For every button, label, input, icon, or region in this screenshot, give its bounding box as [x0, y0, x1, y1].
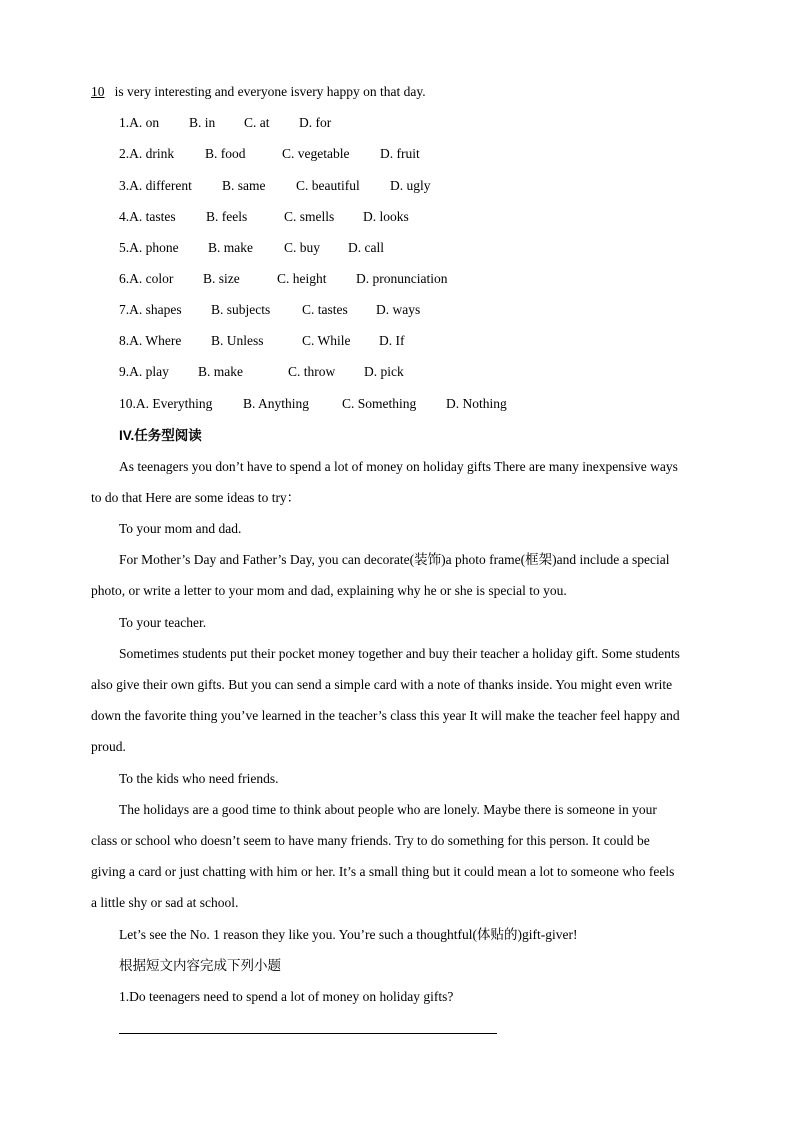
option-10-d: D. Nothing [446, 396, 507, 411]
option-8-c: C. While [302, 333, 351, 348]
intro-text: is very interesting and everyone isvery happy on that day. [114, 84, 426, 99]
passage-line: Let’s see the No. 1 reason they like you. You’re such a thoughtful(体贴的)gift-giver! [119, 927, 578, 942]
cloze-intro-line [91, 84, 426, 100]
option-6-b: B. size [203, 271, 240, 286]
option-8-b: B. Unless [211, 333, 264, 348]
section-heading: IV.任务型阅读 [119, 428, 202, 443]
option-5-a: 5.A. phone [119, 240, 179, 255]
option-10-b: B. Anything [243, 396, 310, 411]
option-2-d: D. fruit [380, 146, 420, 161]
task-instruction: 根据短文内容完成下列小题 [119, 958, 281, 973]
passage-line: down the favorite thing you’ve learned in the teacher’s class this year It will make the teacher feel happy and [91, 708, 680, 723]
option-5-c: C. buy [284, 240, 321, 255]
question-1: 1.Do teenagers need to spend a lot of money on holiday gifts? [119, 989, 454, 1004]
answer-line[interactable] [119, 1033, 497, 1034]
option-5-d: D. call [348, 240, 384, 255]
option-1-b: B. in [189, 115, 216, 130]
option-2-c: C. vegetable [282, 146, 350, 161]
passage-line: also give their own gifts. But you can send a simple card with a note of thanks inside. You might even write [91, 677, 673, 692]
option-7-a: 7.A. shapes [119, 302, 182, 317]
option-2-a: 2.A. drink [119, 146, 175, 161]
passage-line: The holidays are a good time to think about people who are lonely. Maybe there is someone in your [119, 802, 657, 817]
option-6-d: D. pronunciation [356, 271, 448, 286]
subheading-kids: To the kids who need friends. [119, 771, 279, 786]
option-6-a: 6.A. color [119, 271, 174, 286]
option-5-b: B. make [208, 240, 253, 255]
option-10-a: 10.A. Everything [119, 396, 213, 411]
option-8-d: D. If [379, 333, 405, 348]
subheading-teacher: To your teacher. [119, 615, 207, 630]
option-9-a: 9.A. play [119, 364, 169, 379]
passage-line: For Mother’s Day and Father’s Day, you can decorate(装饰)a photo frame(框架)and include a special [119, 552, 670, 567]
passage-line: As teenagers you don’t have to spend a lot of money on holiday gifts There are many inexpensive ways [119, 459, 678, 474]
option-9-c: C. throw [288, 364, 336, 379]
option-4-a: 4.A. tastes [119, 209, 176, 224]
passage-line: to do that Here are some ideas to try： [91, 490, 301, 505]
blank-number: 10 [91, 84, 105, 99]
passage-line: Sometimes students put their pocket money together and buy their teacher a holiday gift. Some students [119, 646, 680, 661]
option-7-c: C. tastes [302, 302, 348, 317]
option-9-d: D. pick [364, 364, 404, 379]
option-1-c: C. at [244, 115, 270, 130]
subheading-mom-dad: To your mom and dad. [119, 521, 242, 536]
passage-line: giving a card or just chatting with him or her. It’s a small thing but it could mean a lot to someone who feels [91, 864, 675, 879]
passage-line: class or school who doesn’t seem to have many friends. Try to do something for this person. It could be [91, 833, 650, 848]
option-3-d: D. ugly [390, 178, 431, 193]
option-7-b: B. subjects [211, 302, 271, 317]
passage-line: a little shy or sad at school. [91, 895, 239, 910]
option-6-c: C. height [277, 271, 327, 286]
option-2-b: B. food [205, 146, 246, 161]
option-3-b: B. same [222, 178, 266, 193]
passage-line: proud. [91, 739, 126, 754]
passage-line: photo, or write a letter to your mom and dad, explaining why he or she is special to you. [91, 583, 567, 598]
option-1-d: D. for [299, 115, 332, 130]
option-4-c: C. smells [284, 209, 335, 224]
option-4-d: D. looks [363, 209, 409, 224]
option-4-b: B. feels [206, 209, 248, 224]
option-9-b: B. make [198, 364, 243, 379]
option-8-a: 8.A. Where [119, 333, 182, 348]
option-3-a: 3.A. different [119, 178, 192, 193]
option-1-a: 1.A. on [119, 115, 160, 130]
option-7-d: D. ways [376, 302, 421, 317]
option-10-c: C. Something [342, 396, 417, 411]
option-3-c: C. beautiful [296, 178, 360, 193]
